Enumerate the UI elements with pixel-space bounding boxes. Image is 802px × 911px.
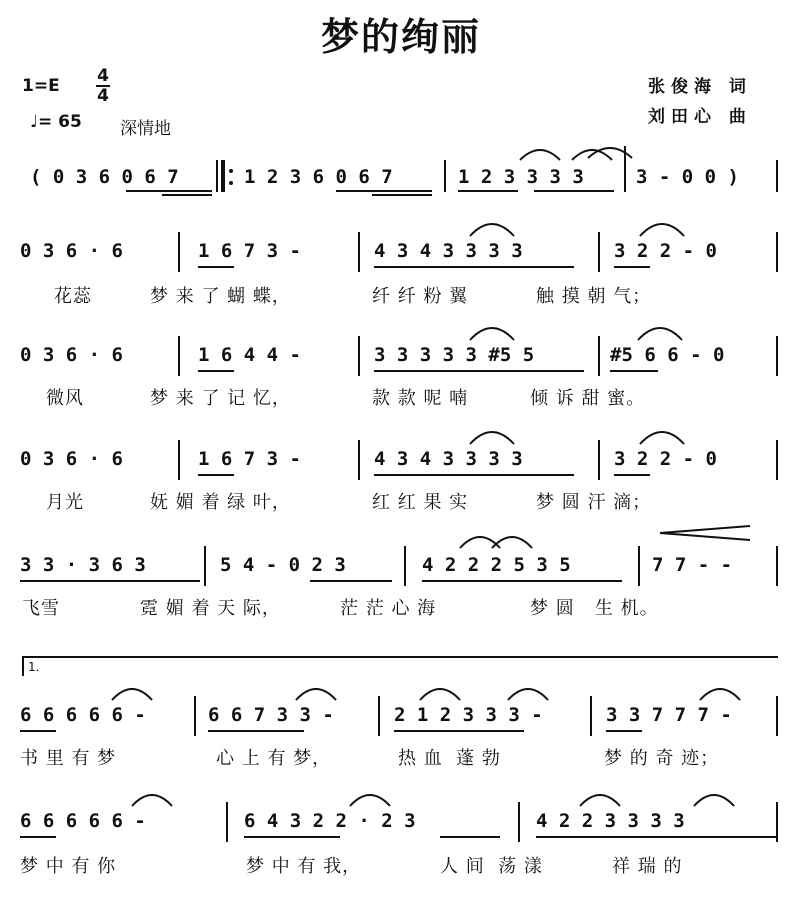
slur [640,432,684,444]
line4-lyric2: 霓 媚 着 天 际， [140,598,281,619]
line1-lyric3: 纤 纤 粉 翼 [372,286,469,307]
first-ending-label: 1. [28,660,40,674]
line0-measure3: 1 2 3 3 3 3 [458,166,584,188]
line5-measure4: 3 3 7 7 7 - [606,704,732,726]
line1-measure2: 1 6 7 3 - [198,240,301,262]
slur [580,795,620,806]
slur [420,689,460,700]
line0-measure1: ( 0 3 6 0 6 7 [30,166,179,188]
line2-measure3: 3 3 3 3 3 #5 5 [374,344,535,366]
lyricist-credit: 张俊海 词 [648,77,752,97]
line0-measure2: 1 2 3 6 0 6 7 [244,166,393,188]
line5-lyric4: 梦 的 奇 迹； [604,748,720,769]
key-signature: 1=E [22,76,60,96]
line4-measure2: 5 4 - 0 2 3 [220,554,346,576]
line4-lyric1: 飞雪 [22,598,60,619]
slur [112,689,152,700]
line6-lyric2: 梦 中 有 我， [246,856,362,877]
slur [132,795,172,806]
tempo-mark: ♩= 65 [30,112,82,132]
slur [470,432,514,444]
line6-lyric1: 梦 中 有 你 [20,856,117,877]
line2-measure2: 1 6 4 4 - [198,344,301,366]
line6-measure1: 6 6 6 6 6 - [20,810,146,832]
song-title: 梦的绚丽 [320,15,481,59]
line3-lyric2: 妩 媚 着 绿 叶， [150,492,291,513]
slur [470,224,514,236]
line1-lyric4: 触 摸 朝 气； [536,286,652,307]
slur [520,150,560,160]
line1-measure4: 3 2 2 - 0 [614,240,717,262]
line2-lyric3: 款 款 呢 喃 [372,388,469,409]
composer-credit: 刘田心 曲 [648,107,752,127]
line5-measure1: 6 6 6 6 6 - [20,704,146,726]
line0-measure4: 3 - 0 0 ) [636,166,739,188]
line3-lyric3: 红 红 果 实 [372,492,469,513]
time-sig-top: 4 [97,66,109,86]
line4-lyric4: 梦 圆 生 机。 [530,598,659,619]
line3-lyric4: 梦 圆 汗 滴； [536,492,652,513]
expression-mark: 深情地 [120,119,171,139]
line2-lyric1: 微风 [46,388,84,409]
slur [470,328,514,340]
line1-lyric2: 梦 来 了 蝴 蝶， [150,286,291,307]
slur [640,224,684,236]
line6-lyric4: 祥 瑞 的 [612,856,683,877]
line6-measure3: 4 2 2 3 3 3 3 [536,810,685,832]
line2-measure4: #5 6 6 - 0 [610,344,725,366]
line4-lyric3: 茫 茫 心 海 [340,598,437,619]
line1-lyric1: 花蕊 [54,286,92,307]
line6-lyric3: 人 间 荡 漾 [440,856,543,877]
time-sig-bottom: 4 [97,86,109,106]
line3-measure1: 0 3 6 · 6 [20,448,123,470]
line5-lyric1: 书 里 有 梦 [20,748,117,769]
line6-measure2: 6 4 3 2 2 · 2 3 [244,810,416,832]
line2-lyric2: 梦 来 了 记 忆， [150,388,291,409]
line4-measure1: 3 3 · 3 6 3 [20,554,146,576]
line3-measure2: 1 6 7 3 - [198,448,301,470]
slur [700,689,740,700]
line2-lyric4: 倾 诉 甜 蜜。 [530,388,646,409]
line3-measure3: 4 3 4 3 3 3 3 [374,448,523,470]
line1-measure1: 0 3 6 · 6 [20,240,123,262]
line3-lyric1: 月光 [46,492,84,513]
slur [350,795,390,806]
line1-measure3: 4 3 4 3 3 3 3 [374,240,523,262]
line5-lyric3: 热 血 蓬 勃 [398,748,501,769]
slur [296,689,336,700]
slur [638,328,682,340]
slur [508,689,548,700]
line5-measure3: 2 1 2 3 3 3 - [394,704,543,726]
line4-measure4: 7 7 - - [652,554,733,576]
slur [694,795,734,806]
line3-measure4: 3 2 2 - 0 [614,448,717,470]
crescendo-hairpin [660,526,750,540]
line5-measure2: 6 6 7 3 3 - [208,704,334,726]
line4-measure3: 4 2 2 2 5 3 5 [422,554,571,576]
line5-lyric2: 心 上 有 梦， [216,748,332,769]
line2-measure1: 0 3 6 · 6 [20,344,123,366]
